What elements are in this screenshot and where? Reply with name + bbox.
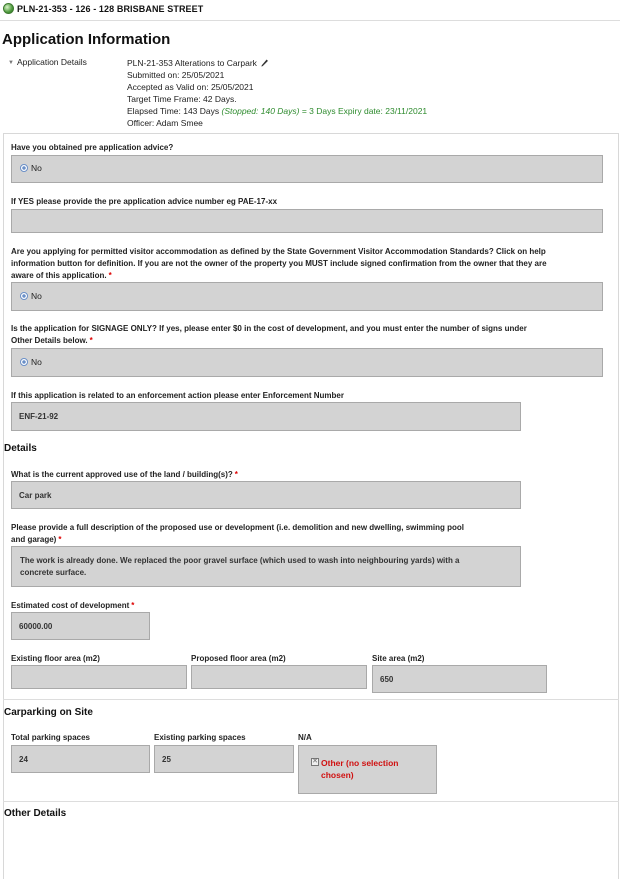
pre-advice-radio-no[interactable]: No: [20, 163, 42, 173]
pre-advice-number-input[interactable]: [11, 209, 603, 233]
app-description: PLN-21-353 Alterations to Carpark: [127, 58, 257, 68]
pre-advice-label: Have you obtained pre application advice?: [11, 143, 174, 152]
site-area-label: Site area (m2): [372, 654, 425, 663]
existing-floor-input[interactable]: [11, 665, 187, 689]
cost-label: Estimated cost of development *: [11, 601, 135, 610]
description-label: Please provide a full description of the proposed use or development (i.e. demolition and new dwelling, swimming pool and garage) *: [11, 523, 464, 544]
other-details-heading: Other Details: [4, 808, 67, 819]
carparking-heading: Carparking on Site: [4, 707, 93, 718]
existing-parking-input[interactable]: 25: [154, 745, 294, 773]
divider: [3, 699, 619, 700]
description-textarea[interactable]: The work is already done. We replaced the poor gravel surface (which used to wash into neighbouring yards) with a concrete surface.: [11, 546, 521, 587]
pre-advice-number-label: If YES please provide the pre application advice number eg PAE-17-xx: [11, 197, 278, 206]
visitor-accommodation-radio-group[interactable]: [11, 282, 603, 311]
visitor-accommodation-label: Are you applying for permitted visitor accommodation as defined by the State Government Visitor Accommodation Standards? Click on help information button for definition. If you are not the owner of the property you MUST include signed confirmation from the owner that they are aware of this application. *: [11, 247, 547, 280]
enforcement-label: If this application is related to an enforcement action please enter Enforcement Number: [11, 391, 344, 400]
proposed-floor-label: Proposed floor area (m2): [191, 654, 286, 663]
signage-only-radio-group[interactable]: [11, 348, 603, 377]
header-title: PLN-21-353 - 126 - 128 BRISBANE STREET: [17, 4, 204, 14]
checkbox-icon[interactable]: ✕: [312, 758, 318, 765]
current-use-input[interactable]: Car park: [11, 481, 521, 509]
proposed-floor-input[interactable]: [191, 665, 367, 689]
na-checkbox-group[interactable]: [298, 745, 437, 794]
officer: Officer: Adam Smee: [127, 118, 203, 128]
cost-input[interactable]: 60000.00: [11, 612, 150, 640]
na-label: N/A: [298, 733, 312, 742]
enforcement-input[interactable]: ENF-21-92: [11, 402, 521, 431]
application-details-toggle[interactable]: ▼ Application Details: [8, 57, 87, 67]
total-parking-input[interactable]: 24: [11, 745, 150, 773]
details-heading: Details: [4, 443, 37, 454]
accepted-date: Accepted as Valid on: 25/05/2021: [127, 82, 254, 92]
total-parking-label: Total parking spaces: [11, 733, 90, 742]
elapsed-time: Elapsed Time: 143 Days (Stopped: 140 Days) = 3 Days Expiry date: 23/11/2021: [127, 106, 428, 116]
signage-only-label: Is the application for SIGNAGE ONLY? If yes, please enter $0 in the cost of development, and you must enter the number of signs under Other Details below. *: [11, 324, 527, 345]
page-title: Application Information: [2, 31, 171, 48]
target-time: Target Time Frame: 42 Days.: [127, 94, 237, 104]
pencil-icon[interactable]: [260, 58, 269, 67]
submitted-date: Submitted on: 25/05/2021: [127, 70, 225, 80]
visitor-accommodation-radio-no[interactable]: No: [20, 291, 42, 301]
globe-icon: [3, 3, 14, 14]
signage-only-radio-no[interactable]: No: [20, 357, 42, 367]
divider: [3, 801, 619, 802]
radio-icon: [20, 358, 28, 366]
na-option-label: Other (no selection chosen): [321, 758, 399, 780]
expand-arrow-icon: ▼: [8, 60, 14, 66]
application-details-info: [127, 57, 427, 129]
radio-icon: [20, 292, 28, 300]
radio-icon: [20, 164, 28, 172]
header-bar: [0, 0, 620, 21]
current-use-label: What is the current approved use of the land / building(s)? *: [11, 470, 238, 479]
pre-advice-radio-group[interactable]: [11, 155, 603, 183]
existing-floor-label: Existing floor area (m2): [11, 654, 100, 663]
existing-parking-label: Existing parking spaces: [154, 733, 246, 742]
site-area-input[interactable]: 650: [372, 665, 547, 693]
